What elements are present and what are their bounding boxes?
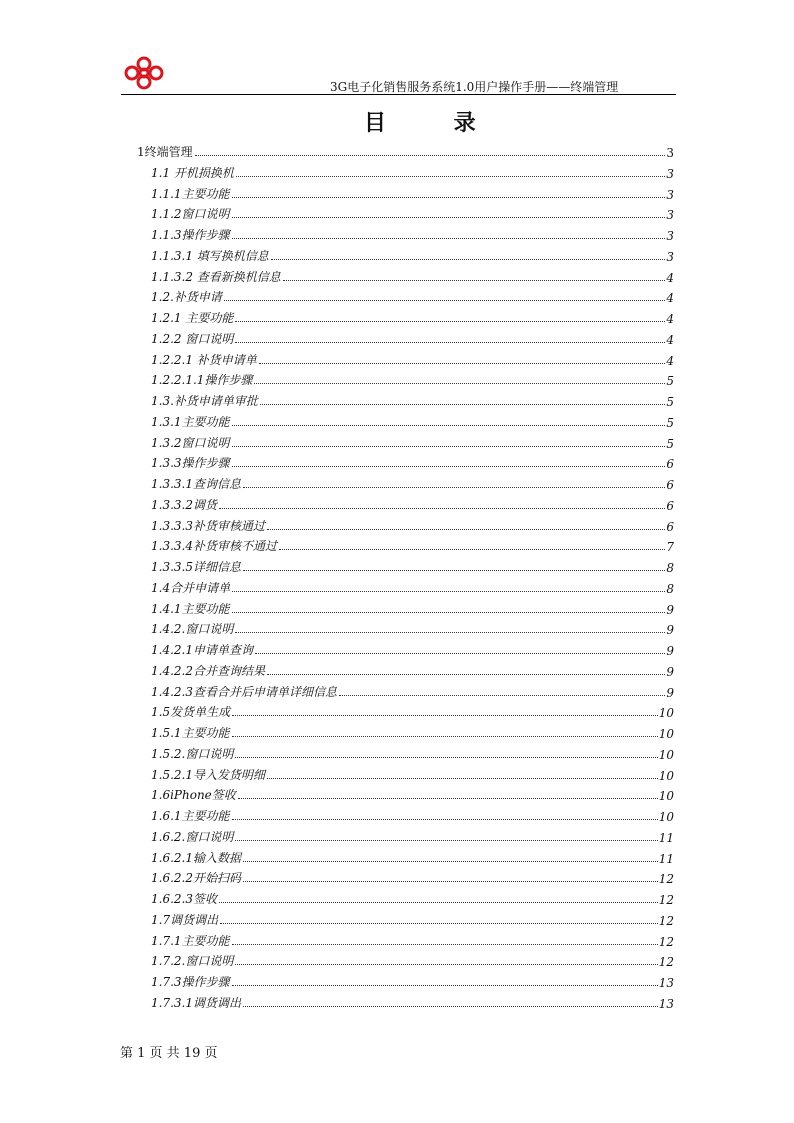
toc-entry[interactable] — [151, 410, 674, 430]
toc-entry-label: 1.3.2窗口说明 — [151, 435, 230, 450]
toc-dot-leader — [235, 964, 657, 965]
toc-entry-label: 1.1 开机损换机 — [151, 165, 234, 180]
toc-entry-page: 12 — [658, 934, 674, 949]
toc-dot-leader — [232, 425, 665, 426]
toc-entry-page: 6 — [666, 498, 674, 513]
toc-entry[interactable] — [151, 887, 674, 907]
toc-dot-leader — [236, 176, 665, 177]
toc-entry-page: 4 — [666, 332, 674, 347]
toc-dot-leader — [220, 923, 658, 924]
toc-entry-label: 1.3.3.5详细信息 — [151, 560, 241, 574]
toc-entry-label: 1.2.2 窗口说明 — [151, 331, 234, 346]
toc-entry[interactable] — [151, 451, 674, 471]
toc-entry[interactable] — [151, 949, 674, 969]
toc-entry-page: 9 — [666, 644, 674, 658]
toc-entry-page: 3 — [666, 187, 674, 202]
toc-dot-leader — [254, 383, 665, 384]
toc-entry-page: 10 — [658, 768, 674, 783]
toc-dot-leader — [243, 570, 665, 571]
toc-dot-leader — [232, 197, 665, 198]
toc-entry-page: 6 — [666, 519, 674, 534]
toc-entry-page: 12 — [658, 893, 674, 907]
toc-entry[interactable] — [151, 866, 674, 886]
toc-entry-page: 9 — [666, 623, 674, 638]
toc-entry-label: 1.3.补货申请单审批 — [151, 394, 258, 408]
toc-entry-page: 10 — [658, 706, 674, 721]
toc-entry-label: 1.2.1 主要功能 — [151, 311, 234, 325]
toc-entry-label: 1.7.3.1调货调出 — [151, 995, 241, 1010]
toc-entry-page: 6 — [666, 457, 674, 472]
toc-entry-page: 4 — [666, 270, 674, 285]
toc-entry-page: 3 — [666, 146, 674, 160]
toc-entry-label: 1.1.3.1 填写换机信息 — [151, 248, 269, 263]
toc-entry-page: 7 — [666, 540, 674, 555]
toc-entry-page: 9 — [666, 602, 674, 617]
toc-entry-label: 1.4.1主要功能 — [151, 601, 230, 616]
toc-entry[interactable] — [151, 970, 674, 990]
toc-entry-page: 3 — [666, 208, 674, 223]
toc-entry-label: 1.4.2.3查看合并后申请单详细信息 — [151, 684, 337, 699]
toc-dot-leader — [235, 632, 665, 633]
toc-dot-leader — [232, 217, 665, 218]
toc-entry-label: 1.4.2.2合并查询结果 — [151, 663, 265, 678]
toc-entry-page: 4 — [666, 353, 674, 368]
toc-entry-label: 1.4合并申请单 — [151, 580, 231, 595]
toc-entry-page: 9 — [666, 664, 674, 679]
toc-entry[interactable] — [151, 182, 674, 202]
toc-entry-page: 10 — [658, 789, 674, 804]
toc-entry[interactable] — [151, 680, 674, 700]
toc-entry[interactable] — [151, 721, 674, 741]
toc-dot-leader — [267, 674, 665, 675]
toc-dot-leader — [259, 363, 665, 364]
toc-entry-label: 1.6iPhone签收 — [151, 788, 236, 803]
toc-dot-leader — [232, 238, 665, 239]
toc-entry-label: 1.2.2.1.1操作步骤 — [151, 373, 253, 388]
toc-dot-leader — [339, 695, 665, 696]
toc-dot-leader — [232, 985, 658, 986]
toc-dot-leader — [235, 757, 657, 758]
toc-entry[interactable] — [151, 597, 674, 617]
toc-dot-leader — [232, 591, 665, 592]
toc-entry[interactable] — [151, 700, 674, 720]
toc-entry-page: 12 — [658, 913, 674, 928]
toc-entry-label: 1.5.1主要功能 — [151, 726, 230, 740]
toc-entry[interactable] — [151, 555, 674, 575]
toc-entry-page: 10 — [658, 727, 674, 741]
toc-entry-label: 1.2.补货申请 — [151, 290, 222, 305]
toc-dot-leader — [279, 549, 665, 550]
toc-entry[interactable] — [151, 846, 674, 866]
toc-dot-leader — [232, 715, 658, 716]
toc-entry-page: 9 — [666, 685, 674, 700]
toc-dot-leader — [283, 280, 665, 281]
toc-entry-label: 1.1.3操作步骤 — [151, 228, 230, 242]
toc-dot-leader — [219, 508, 665, 509]
toc-dot-leader — [219, 902, 658, 903]
toc-entry[interactable] — [151, 576, 674, 596]
toc-entry[interactable] — [151, 306, 674, 326]
toc-entry-page: 6 — [666, 478, 674, 492]
toc-dot-leader — [271, 259, 665, 260]
toc-entry[interactable] — [151, 285, 674, 305]
toc-entry-page: 8 — [666, 581, 674, 596]
toc-entry-label: 1.4.2.窗口说明 — [151, 622, 234, 637]
toc-entry[interactable] — [151, 659, 674, 679]
toc-entry[interactable] — [151, 908, 674, 928]
toc-entry-label: 1.1.2窗口说明 — [151, 207, 230, 222]
toc-entry-label: 1.3.3.1查询信息 — [151, 477, 241, 491]
toc-dot-leader — [267, 778, 658, 779]
toc-entry-label: 1终端管理 — [137, 145, 193, 159]
toc-dot-leader — [232, 466, 665, 467]
toc-dot-leader — [232, 736, 658, 737]
toc-entry[interactable] — [151, 638, 674, 658]
toc-dot-leader — [232, 612, 665, 613]
toc-entry[interactable] — [151, 161, 674, 181]
toc-dot-leader — [235, 342, 665, 343]
toc-entry-page: 8 — [666, 561, 674, 575]
toc-entry-label: 1.6.2.3签收 — [151, 892, 217, 906]
toc-entry[interactable] — [151, 265, 674, 285]
toc-entry[interactable] — [151, 534, 674, 554]
toc-entry[interactable] — [151, 929, 674, 949]
toc-entry[interactable] — [151, 514, 674, 534]
toc-entry-label: 1.3.3.4补货审核不通过 — [151, 539, 277, 554]
toc-entry-page: 10 — [658, 747, 674, 762]
toc-entry[interactable] — [151, 202, 674, 222]
toc-entry-page: 13 — [658, 976, 674, 990]
toc-dot-leader — [235, 840, 657, 841]
toc-dot-leader — [235, 321, 665, 322]
toc-entry-label: 1.3.1主要功能 — [151, 414, 230, 429]
toc-entry-page: 12 — [658, 955, 674, 970]
toc-dot-leader — [224, 300, 665, 301]
toc-entry[interactable] — [151, 742, 674, 762]
toc-entry[interactable] — [151, 617, 674, 637]
toc-dot-leader — [243, 487, 665, 488]
toc-entry[interactable] — [151, 493, 674, 513]
toc-entry-label: 1.1.1主要功能 — [151, 186, 230, 201]
toc-entry-label: 1.3.3.3补货审核通过 — [151, 518, 265, 533]
page-footer: 第 1 页 共 19 页 — [120, 1046, 218, 1061]
toc-entry-page: 5 — [666, 395, 674, 409]
toc-entry-page: 12 — [658, 872, 674, 887]
toc-entry-page: 13 — [658, 996, 674, 1011]
toc-dot-leader — [243, 861, 658, 862]
toc-dot-leader — [232, 446, 665, 447]
toc-entry[interactable] — [151, 348, 674, 368]
header-title: 3G电子化销售服务系统1.0用户操作手册——终端管理 — [330, 80, 619, 94]
toc-entry-page: 5 — [666, 415, 674, 430]
toc-entry[interactable] — [151, 327, 674, 347]
toc-entry[interactable] — [151, 223, 674, 243]
china-unicom-knot-logo-icon — [121, 56, 167, 90]
toc-entry-label: 1.5发货单生成 — [151, 705, 231, 720]
toc-entry-label: 1.3.3.2调货 — [151, 497, 217, 512]
toc-dot-leader — [238, 798, 658, 799]
toc-title: 目 录 — [364, 111, 506, 136]
toc-entry-page: 3 — [666, 166, 674, 181]
toc-entry[interactable] — [151, 825, 674, 845]
toc-entry-label: 1.4.2.1申请单查询 — [151, 643, 253, 657]
toc-entry-label: 1.7.1主要功能 — [151, 933, 230, 948]
toc-dot-leader — [255, 653, 665, 654]
toc-dot-leader — [243, 881, 658, 882]
toc-dot-leader — [195, 155, 665, 156]
toc-entry-page: 5 — [666, 436, 674, 451]
toc-entry-label: 1.1.3.2 查看新换机信息 — [151, 269, 281, 284]
toc-dot-leader — [267, 529, 665, 530]
toc-entry-label: 1.6.2.窗口说明 — [151, 829, 234, 844]
toc-entry-label: 1.5.2.1导入发货明细 — [151, 767, 265, 782]
toc-entry-page: 4 — [666, 291, 674, 306]
toc-entry[interactable] — [151, 804, 674, 824]
toc-entry-label: 1.6.1主要功能 — [151, 809, 230, 823]
toc-entry[interactable] — [137, 140, 674, 160]
toc-entry-page: 10 — [658, 810, 674, 824]
toc-entry-page: 4 — [666, 312, 674, 326]
toc-entry-label: 1.5.2.窗口说明 — [151, 746, 234, 761]
toc-entry-label: 1.7调货调出 — [151, 912, 219, 927]
toc-entry-label: 1.7.2.窗口说明 — [151, 954, 234, 969]
toc-entry-label: 1.6.2.2开始扫码 — [151, 871, 241, 886]
toc-dot-leader — [243, 1006, 658, 1007]
toc-entry-page: 3 — [666, 249, 674, 264]
toc-entry-page: 3 — [666, 229, 674, 243]
header-divider — [121, 94, 676, 95]
toc-dot-leader — [232, 944, 658, 945]
toc-entry[interactable] — [151, 244, 674, 264]
toc-entry-page: 11 — [658, 830, 674, 845]
toc-entry[interactable] — [151, 472, 674, 492]
toc-entry[interactable] — [151, 763, 674, 783]
toc-entry[interactable] — [151, 991, 674, 1011]
toc-entry[interactable] — [151, 783, 674, 803]
toc-entry-label: 1.3.3操作步骤 — [151, 456, 230, 471]
toc-dot-leader — [260, 404, 665, 405]
toc-entry[interactable] — [151, 389, 674, 409]
toc-entry-label: 1.7.3操作步骤 — [151, 975, 230, 989]
toc-entry-label: 1.6.2.1输入数据 — [151, 850, 241, 865]
toc-entry[interactable] — [151, 431, 674, 451]
toc-entry-page: 11 — [658, 851, 674, 866]
toc-dot-leader — [232, 819, 658, 820]
toc-entry[interactable] — [151, 368, 674, 388]
toc-entry-label: 1.2.2.1 补货申请单 — [151, 352, 257, 367]
toc-entry-page: 5 — [666, 374, 674, 389]
